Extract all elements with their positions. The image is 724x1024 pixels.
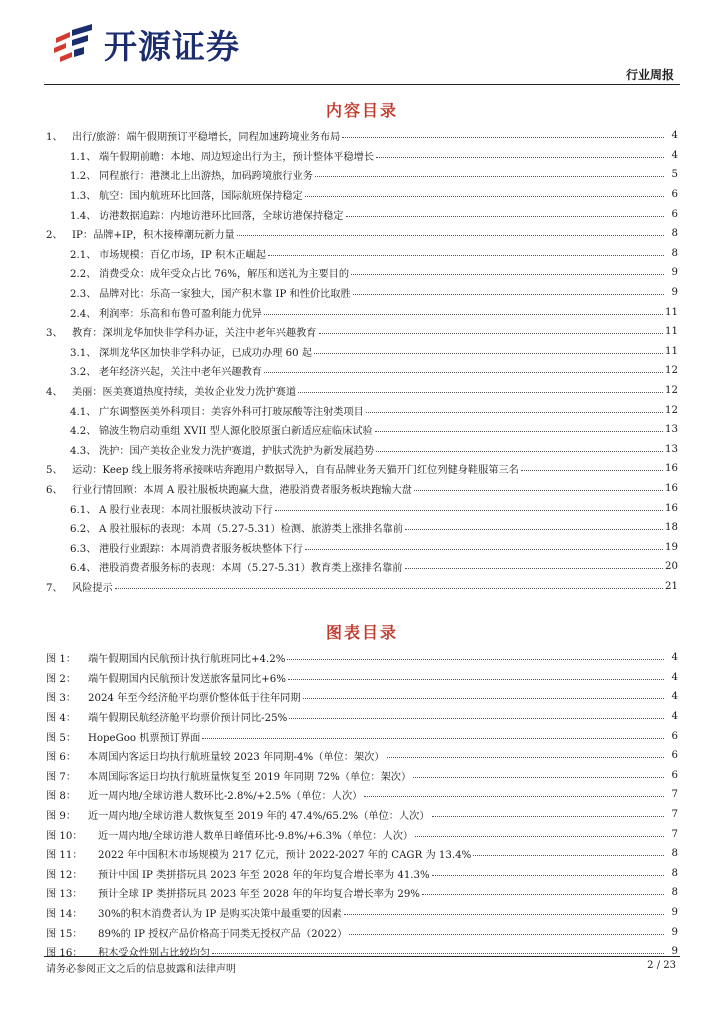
dot-leader (364, 796, 664, 797)
entry-page-number[interactable]: 6 (671, 750, 678, 762)
figure-entry[interactable] (46, 746, 678, 766)
entry-page-number[interactable]: 7 (671, 828, 678, 840)
entry-title[interactable]: 广东调整医美外科项目：美容外科可打玻尿酸等注射类项目 (99, 406, 364, 418)
toc-entry[interactable] (46, 263, 678, 283)
dot-leader (387, 757, 664, 758)
entry-page-number[interactable]: 9 (671, 287, 678, 299)
dot-leader (349, 934, 664, 935)
entry-page-number[interactable]: 16 (665, 502, 678, 514)
entry-page-number[interactable]: 6 (671, 189, 678, 201)
entry-number: 图 2： (46, 673, 77, 685)
entry-title[interactable]: A 股行业表现：本周社服板块波动下行 (99, 504, 273, 516)
toc-entry[interactable] (46, 459, 678, 479)
entry-number: 1、 (46, 132, 63, 144)
entry-page-number[interactable]: 13 (665, 443, 678, 455)
entry-number: 图 1： (46, 654, 77, 666)
entry-page-number[interactable]: 13 (665, 424, 678, 436)
toc-entry[interactable] (46, 244, 678, 264)
entry-page-number[interactable]: 4 (671, 671, 678, 683)
dot-leader (351, 274, 664, 275)
entry-number: 5、 (46, 465, 63, 477)
entry-page-number[interactable]: 16 (665, 463, 678, 475)
entry-title[interactable]: 89%的 IP 授权产品价格高于同类无授权产品（2022） (98, 928, 348, 940)
dot-leader (315, 176, 664, 177)
entry-page-number[interactable]: 4 (671, 149, 678, 161)
entry-title[interactable]: A 股社服标的表现：本周（5.27-5.31）检测、旅游类上涨排名靠前 (99, 524, 403, 536)
entry-number: 6.3、 (70, 543, 97, 555)
entry-page-number[interactable]: 7 (671, 789, 678, 801)
dot-leader (264, 372, 663, 373)
entry-number: 图 10： (46, 830, 83, 842)
entry-number: 图 9： (46, 811, 77, 823)
entry-title[interactable]: 预计中国 IP 类拼搭玩具 2023 年至 2028 年的年均复合增长率为 41.3% (98, 869, 430, 881)
entry-title[interactable]: 端午假期国内民航预计发送旅客量同比+6% (88, 673, 286, 685)
entry-title[interactable]: 锦波生物启动重组 XVII 型人源化胶原蛋白新适应症临床试验 (99, 426, 373, 438)
dot-leader (346, 216, 665, 217)
figure-entry[interactable] (46, 844, 678, 864)
entry-number: 4.1、 (70, 406, 97, 418)
dot-leader (305, 196, 664, 197)
entry-number: 图 8： (46, 791, 77, 803)
figure-entry[interactable] (46, 942, 678, 962)
header-divider (44, 84, 680, 85)
figure-entry[interactable] (46, 648, 678, 668)
entry-page-number[interactable]: 8 (671, 247, 678, 259)
entry-title[interactable]: IP：品牌+IP，积木接棒潮玩新力量 (72, 230, 235, 242)
entry-title[interactable]: 市场规模：百亿市场，IP 积木正崛起 (99, 249, 266, 261)
figures-list (46, 648, 678, 962)
entry-number: 图 7： (46, 771, 77, 783)
toc-entry[interactable] (46, 146, 678, 166)
dot-leader (405, 529, 663, 530)
entry-page-number[interactable]: 9 (671, 926, 678, 938)
entry-page-number[interactable]: 12 (665, 404, 678, 416)
figure-entry[interactable] (46, 903, 678, 923)
entry-number: 1.4、 (70, 210, 97, 222)
entry-number: 2.2、 (70, 269, 97, 281)
figure-entry[interactable] (46, 922, 678, 942)
dot-leader (115, 588, 663, 589)
entry-number: 6.1、 (70, 504, 97, 516)
toc-entry[interactable] (46, 557, 678, 577)
entry-page-number[interactable]: 7 (671, 809, 678, 821)
figure-entry[interactable] (46, 864, 678, 884)
figure-entry[interactable] (46, 726, 678, 746)
toc-entry[interactable] (46, 342, 678, 362)
entry-number: 1.3、 (70, 191, 97, 203)
dot-leader (432, 875, 664, 876)
entry-page-number[interactable]: 9 (671, 267, 678, 279)
footer-disclaimer: 请务必参阅正文之后的信息披露和法律声明 (46, 964, 236, 975)
toc-entry[interactable] (46, 361, 678, 381)
entry-number: 图 6： (46, 752, 77, 764)
dot-leader (366, 412, 663, 413)
toc-entry[interactable] (46, 577, 678, 597)
logo-mark-icon (52, 24, 96, 64)
dot-leader (305, 549, 663, 550)
entry-number: 2.1、 (70, 249, 97, 261)
entry-number: 图 11： (46, 850, 83, 862)
toc-entry[interactable] (46, 322, 678, 342)
toc-entry[interactable] (46, 518, 678, 538)
entry-page-number[interactable]: 8 (671, 228, 678, 240)
entry-number: 4.3、 (70, 445, 97, 457)
entry-page-number[interactable]: 4 (671, 691, 678, 703)
entry-number: 图 16： (46, 948, 83, 960)
entry-number: 6.4、 (70, 563, 97, 575)
figures-title: 图表目录 (325, 623, 398, 642)
entry-number: 3.2、 (70, 367, 97, 379)
entry-page-number[interactable]: 11 (665, 326, 678, 338)
toc-title: 内容目录 (325, 101, 398, 120)
toc-list (46, 126, 678, 596)
entry-page-number[interactable]: 11 (665, 345, 678, 357)
entry-title[interactable]: 2022 年中国积木市场规模为 217 亿元，预计 2022-2027 年的 CAGR 为 13.4% (98, 850, 472, 862)
entry-page-number[interactable]: 19 (665, 541, 678, 553)
entry-number: 4.2、 (70, 426, 97, 438)
dot-leader (415, 836, 664, 837)
entry-title[interactable]: 同程旅行：港澳北上出游热，加码跨境旅行业务 (99, 171, 313, 183)
entry-page-number[interactable]: 4 (671, 130, 678, 142)
dot-leader (344, 914, 664, 915)
entry-page-number[interactable]: 5 (671, 169, 678, 181)
entry-number: 4、 (46, 387, 63, 399)
entry-title[interactable]: 预计全球 IP 类拼搭玩具 2023 年至 2028 年的年均复合增长率为 29% (98, 889, 420, 901)
entry-title[interactable]: 近一周内地/全球访港人数环比-2.8%/+2.5%（单位：人次） (88, 791, 363, 803)
entry-title[interactable]: 风险提示 (72, 582, 113, 594)
entry-page-number[interactable]: 6 (671, 208, 678, 220)
entry-number: 2.4、 (70, 308, 97, 320)
entry-title[interactable]: 访港数据追踪：内地访港环比回落，全球访港保持稳定 (99, 210, 344, 222)
entry-page-number[interactable]: 20 (665, 561, 678, 573)
entry-page-number[interactable]: 8 (671, 848, 678, 860)
toc-entry[interactable] (46, 440, 678, 460)
entry-page-number[interactable]: 8 (671, 867, 678, 879)
toc-entry[interactable] (46, 479, 678, 499)
entry-number: 3.1、 (70, 347, 97, 359)
dot-leader (422, 894, 664, 895)
dot-leader (212, 953, 664, 954)
dot-leader (521, 470, 663, 471)
entry-title[interactable]: 近一周内地/全球访港人数恢复至 2019 年的 47.4%/65.2%（单位：人次） (88, 811, 430, 823)
entry-number: 图 12： (46, 869, 83, 881)
dot-leader (202, 738, 664, 739)
toc-entry[interactable] (46, 420, 678, 440)
dot-leader (237, 235, 664, 236)
toc-entry[interactable] (46, 224, 678, 244)
dot-leader (268, 255, 664, 256)
entry-page-number[interactable]: 21 (665, 580, 678, 592)
toc-entry[interactable] (46, 185, 678, 205)
figure-entry[interactable] (46, 883, 678, 903)
entry-number: 1.1、 (70, 151, 97, 163)
entry-page-number[interactable]: 4 (671, 711, 678, 723)
entry-number: 1.2、 (70, 171, 97, 183)
entry-title[interactable]: 老年经济兴起，关注中老年兴趣教育 (99, 367, 262, 379)
entry-page-number[interactable]: 8 (671, 887, 678, 899)
toc-entry[interactable] (46, 126, 678, 146)
entry-title[interactable]: 近一周内地/全球访港人数单日峰值环比-9.8%/+6.3%（单位：人次） (98, 830, 414, 842)
dot-leader (314, 353, 663, 354)
dot-leader (473, 855, 664, 856)
dot-leader (287, 659, 664, 660)
entry-title[interactable]: 本周国际客运日均执行航班量恢复至 2019 年同期 72%（单位：架次） (88, 771, 412, 783)
entry-page-number[interactable]: 6 (671, 769, 678, 781)
figure-entry[interactable] (46, 668, 678, 688)
entry-title[interactable]: 端午假期国内民航预计执行航班同比+4.2% (88, 654, 286, 666)
figure-entry[interactable] (46, 766, 678, 786)
dot-leader (413, 777, 664, 778)
entry-number: 图 3： (46, 693, 77, 705)
dot-leader (298, 392, 663, 393)
dot-leader (288, 679, 664, 680)
dot-leader (353, 294, 664, 295)
dot-leader (319, 333, 664, 334)
entry-title[interactable]: 30%的积木消费者认为 IP 是购买决策中最重要的因素 (98, 909, 342, 921)
entry-page-number[interactable]: 4 (671, 652, 678, 664)
entry-page-number[interactable]: 9 (671, 946, 678, 958)
dot-leader (275, 510, 663, 511)
entry-page-number[interactable]: 12 (665, 385, 678, 397)
entry-title[interactable]: HopeGoo 机票预订界面 (88, 732, 201, 744)
page-number: 2 / 23 (647, 960, 676, 971)
entry-number: 7、 (46, 582, 63, 594)
entry-page-number[interactable]: 9 (671, 907, 678, 919)
toc-entry[interactable] (46, 400, 678, 420)
dot-leader (342, 137, 664, 138)
figure-entry[interactable] (46, 785, 678, 805)
entry-number: 2、 (46, 230, 63, 242)
company-logo (52, 22, 240, 66)
entry-title[interactable]: 运动：Keep 线上服务将承接咪咕奔跑用户数据导入，自有品牌业务天猫开门红位列健身鞋服第三名 (72, 465, 519, 477)
dot-leader (264, 314, 663, 315)
entry-title[interactable]: 教育：深圳龙华加快非学科办证，关注中老年兴趣教育 (72, 328, 317, 340)
entry-title[interactable]: 航空：国内航班环比回落，国际航班保持稳定 (99, 191, 303, 203)
footer-divider (44, 956, 680, 957)
entry-title[interactable]: 端午假期前瞻：本地、周边短途出行为主，预计整体平稳增长 (99, 151, 375, 163)
entry-page-number[interactable]: 18 (665, 522, 678, 534)
dot-leader (303, 698, 664, 699)
entry-number: 图 13： (46, 889, 83, 901)
entry-number: 图 15： (46, 928, 83, 940)
entry-page-number[interactable]: 11 (665, 306, 678, 318)
report-type-label: 行业周报 (625, 68, 674, 82)
figure-entry[interactable] (46, 805, 678, 825)
toc-entry[interactable] (46, 283, 678, 303)
entry-page-number[interactable]: 6 (671, 730, 678, 742)
dot-leader (432, 816, 664, 817)
entry-page-number[interactable]: 16 (665, 482, 678, 494)
entry-number: 6.2、 (70, 524, 97, 536)
entry-title[interactable]: 本周国内客运日均执行航班量较 2023 年同期-4%（单位：架次） (88, 752, 385, 764)
entry-number: 图 5： (46, 732, 77, 744)
entry-title[interactable]: 深圳龙华区加快非学科办证，已成功办理 60 起 (99, 347, 313, 359)
figure-entry[interactable] (46, 707, 678, 727)
entry-title[interactable]: 出行/旅游：端午假期预订平稳增长，同程加速跨境业务布局 (72, 132, 341, 144)
dot-leader (375, 431, 663, 432)
entry-page-number[interactable]: 12 (665, 365, 678, 377)
entry-title[interactable]: 积木受众性别占比较均匀 (98, 948, 211, 960)
figure-entry[interactable] (46, 687, 678, 707)
toc-entry[interactable] (46, 165, 678, 185)
toc-entry[interactable] (46, 302, 678, 322)
entry-title[interactable]: 消费受众：成年受众占比 76%，解压和送礼为主要目的 (99, 269, 350, 281)
dot-leader (376, 451, 663, 452)
dot-leader (405, 568, 664, 569)
toc-entry[interactable] (46, 537, 678, 557)
figure-entry[interactable] (46, 824, 678, 844)
entry-title[interactable]: 港股消费者服务标的表现：本周（5.27-5.31）教育类上涨排名靠前 (99, 563, 403, 575)
entry-number: 3、 (46, 328, 63, 340)
dot-leader (414, 490, 663, 491)
entry-title[interactable]: 2024 年至今经济舱平均票价整体低于往年同期 (88, 693, 301, 705)
entry-title[interactable]: 港股行业跟踪：本周消费者服务板块整体下行 (99, 543, 303, 555)
toc-entry[interactable] (46, 498, 678, 518)
dot-leader (289, 718, 664, 719)
toc-entry[interactable] (46, 204, 678, 224)
dot-leader (376, 157, 664, 158)
entry-number: 图 4： (46, 713, 77, 725)
entry-title[interactable]: 利润率：乐高和布鲁可盈利能力优异 (99, 308, 262, 320)
entry-title[interactable]: 洗护：国产美妆企业发力洗护赛道，护肤式洗护为新发展趋势 (99, 445, 375, 457)
entry-number: 图 14： (46, 909, 83, 921)
entry-title[interactable]: 美丽：医美赛道热度持续，美妆企业发力洗护赛道 (72, 387, 297, 399)
brand-name: 开源证券 (104, 26, 240, 66)
entry-title[interactable]: 行业行情回顾：本周 A 股社服板块跑赢大盘，港股消费者服务板块跑输大盘 (72, 484, 412, 496)
entry-title[interactable]: 品牌对比：乐高一家独大，国产积木靠 IP 和性价比取胜 (99, 289, 351, 301)
toc-entry[interactable] (46, 381, 678, 401)
entry-title[interactable]: 端午假期民航经济舱平均票价预计同比-25% (88, 713, 288, 725)
entry-number: 6、 (46, 484, 63, 496)
entry-number: 2.3、 (70, 289, 97, 301)
